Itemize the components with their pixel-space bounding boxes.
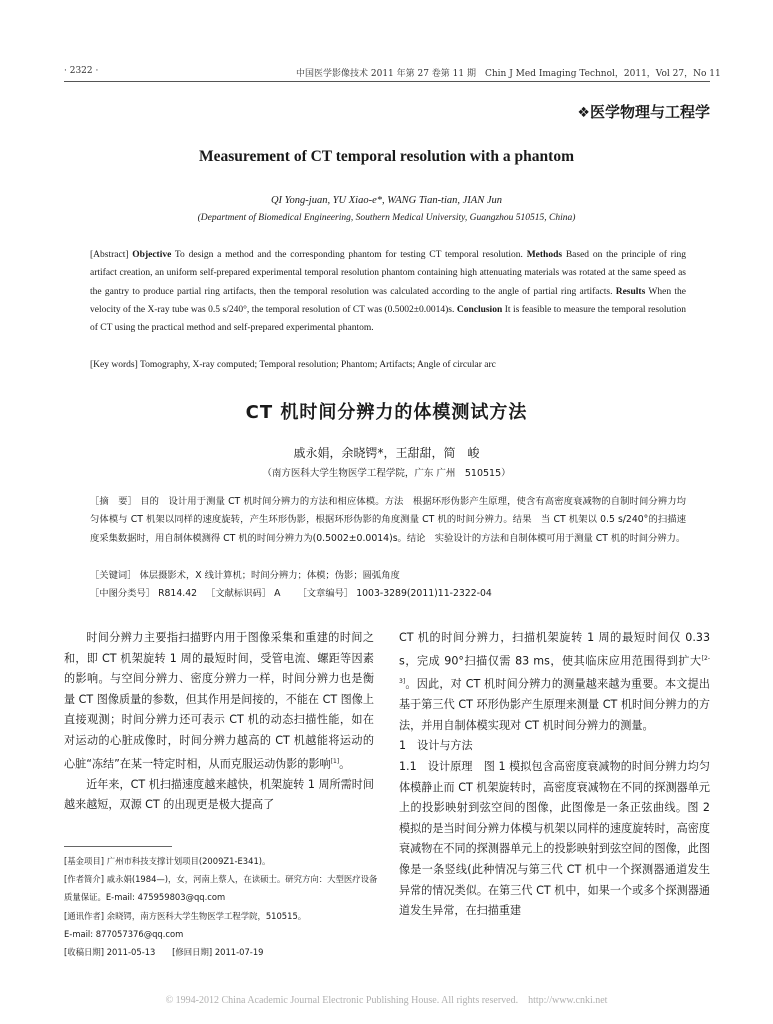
clc-label: ［中图分类号］ — [90, 588, 156, 599]
body-paragraph: 近年来，CT 机扫描速度越来越快，机架旋转 1 周所需时间越来越短，双源 CT 的出现更是极大提高了 — [64, 777, 374, 812]
footnote-rule — [64, 846, 172, 847]
methods-label: Methods — [526, 250, 563, 260]
abstract-label: [Abstract] — [90, 250, 129, 260]
english-affiliation: (Department of Biomedical Engineering, Southern Medical University, Guangzhou 510515, China) — [197, 213, 576, 223]
journal-header: 中国医学影像技术 2011 年第 27 卷第 11 期 Chin J Med Imaging Technol，2011，Vol 27，No 11 — [296, 69, 721, 79]
english-authors: QI Yong-juan, YU Xiao-e*, WANG Tian-tian, JIAN Jun — [270, 195, 503, 206]
body-text: 时间分辨力主要指扫描野内用于图像采集和重建的时间之和，即 CT 机架旋转 1 周的最短时间，受管电流、螺距等因素的影响。与空间分辨力、密度分辨力一样，时间分辨力也是衡量 CT 图像质量的参数，但其作用是间接的，不能在 CT 图像上直接观测；时间分辨力还可表示 CT 机的动态扫描性能，如在对运动的心脏成像时，时间分辨力越高的 CT 机越能将运动的心脏“冻结”在某一特定时相，从而克服运动伪影的影响 — [64, 631, 374, 771]
copyright-footer: © 1994-2012 China Academic Journal Electronic Publishing House. All rights reserved. http://www.cnki.net — [165, 995, 608, 1006]
section-title: 医学物理与工程学 — [589, 103, 710, 121]
methods-text: Based on the principle of ring artifact creation, an uniform self-prepared experimental temporal resolution phantom containing high attenuating materials was rotated at the same speed as the gantry to produce partial ring artifacts, then the temporal resolution was calculated according to the angle of partial ring artifacts. — [90, 250, 686, 297]
body-left-column — [64, 628, 374, 816]
doc-value: A — [274, 588, 281, 599]
chinese-authors: 戚永娟，余晓锷*，王甜甜，简 峻 — [293, 446, 480, 460]
keywords-label: [Key words] — [90, 360, 138, 370]
chinese-keywords — [90, 567, 686, 585]
conclusion-text: It is feasible to measure the temporal resolution of CT using the practical method and self-prepared experimental phantom. — [90, 304, 687, 334]
note-dates: [收稿日期] 2011-05-13 [修回日期] 2011-07-19 — [64, 947, 264, 958]
section-heading — [526, 101, 710, 122]
cn-keywords-label: ［关键词］ — [90, 570, 137, 581]
objective-label: Objective — [132, 250, 172, 260]
keywords-text: Tomography, X-ray computed; Temporal resolution; Phantom; Artifacts; Angle of circular arc — [139, 360, 496, 370]
reference-mark: [2-3] — [399, 654, 710, 685]
header-rule — [64, 81, 710, 82]
section-heading-methods: 1 设计与方法 — [399, 739, 473, 753]
body-paragraph: 时间分辨力主要指扫描野内用于图像采集和重建的时间之和，即 CT 机架旋转 1 周的最短时间，受管电流、螺距等因素的影响。与空间分辨力、密度分辨力一样，时间分辨力也是衡量 CT 图像质量的参数，但其作用是间接的，不能在 CT 图像上直接观测；时间分辨力还可表示 CT 机的动态扫描性能，如在对运动的心脏成像时，时间分辨力越高的 CT 机越能将运动的心脏“冻结”在某一特定时相，从而克服运动伪影的影响[1]。 — [64, 631, 374, 771]
english-keywords — [90, 356, 686, 374]
article-label: ［文章编号］ — [297, 588, 354, 599]
conclusion-label: Conclusion — [456, 304, 503, 315]
note-email: E-mail: 877057376@qq.com — [64, 928, 184, 939]
footnotes — [64, 852, 382, 961]
body-right-column — [399, 628, 710, 922]
clc-value: R814.42 — [158, 588, 198, 599]
doc-label: ［文献标识码］ — [206, 588, 272, 599]
classification-line — [90, 585, 686, 603]
body-paragraph: 1.1 设计原理 图 1 模拟包含高密度衰减物的时间分辨力均匀体模静止而 CT 机架旋转时，高密度衰减物在不同的探测器单元上的投影映射到弦空间的图像，此图像是一条正弦曲线。图 2 模拟的是当时间分辨力体模与机架以同样的速度旋转时，高密度衰减物在不同的探测器单元上的投影映射到弦空间的图像，此图像是一条竖线(此种情况与第三代 CT 机中一个探测器通道发生异常的情况类似。在第三代 CT 机中，如果一个或多个探测器通道发生异常，在扫描重建 — [399, 759, 710, 918]
body-paragraph — [399, 628, 710, 736]
english-abstract — [90, 246, 686, 337]
english-title: Measurement of CT temporal resolution with a phantom — [198, 148, 574, 165]
four-diamond-icon: ❖ — [577, 105, 590, 121]
cn-abstract-label: ［摘 要］ — [90, 496, 138, 507]
results-label: Results — [615, 286, 646, 297]
results-text: When the velocity of the X-ray tube was 0.5 s/240°, the temporal resolution of CT was (0.5002±0.0014)s. — [90, 286, 686, 315]
cn-abstract-text: 目的 设计用于测量 CT 机时间分辨力的方法和相应体模。方法 根据环形伪影产生原理，使含有高密度衰减物的自制时间分辨力均匀体模与 CT 机架以同样的速度旋转，产生环形伪影，根据环形伪影的角度测量 CT 机的时间分辨力。结果 当 CT 机架以 0.5 s/240°的扫描速度采集数据时，用自制体模测得 CT 机的时间分辨力为(0.5002±0.0014)s。结论 实验设计的方法和自制体模可用于测量 CT 机的时间分辨力。 — [90, 496, 686, 544]
reference-mark: [1] — [330, 757, 340, 765]
article-value: 1003-3289(2011)11-2322-04 — [356, 588, 492, 599]
note-corresponding: [通讯作者] 余晓锷，南方医科大学生物医学工程学院，510515。 — [64, 910, 307, 921]
chinese-abstract — [90, 493, 686, 548]
body-text: CT 机的时间分辨力，扫描机架旋转 1 周的最短时间仅 0.33 s，完成 90°扫描仅需 83 ms，使其临床应用范围得到扩大 — [399, 631, 710, 668]
cn-keywords-text: 体层摄影术，X 线计算机；时间分辨力；体模；伪影；圆弧角度 — [139, 570, 400, 581]
chinese-affiliation: （南方医科大学生物医学工程学院，广东 广州 510515） — [262, 468, 511, 479]
page-number: · 2322 · — [64, 66, 99, 76]
chinese-title: CT 机时间分辨力的体模测试方法 — [245, 402, 528, 423]
note-author: [作者简介] 戚永娟(1984—)，女，河南上蔡人，在读硕士。研究方向：大型医疗设备质量保证。E-mail: 475959803@qq.com — [64, 874, 378, 903]
objective-text: To design a method and the corresponding phantom for testing CT temporal resolution. — [174, 250, 523, 260]
body-text: 。因此，对 CT 机时间分辨力的测量越来越为重要。本文提出基于第三代 CT 环形伪影产生原理来测量 CT 机时间分辨力的方法，并用自制体模实现对 CT 机时间分辨力的测量。 — [399, 677, 710, 732]
note-funding: [基金项目] 广州市科技支撑计划项目(2009Z1-E341)。 — [64, 856, 271, 866]
